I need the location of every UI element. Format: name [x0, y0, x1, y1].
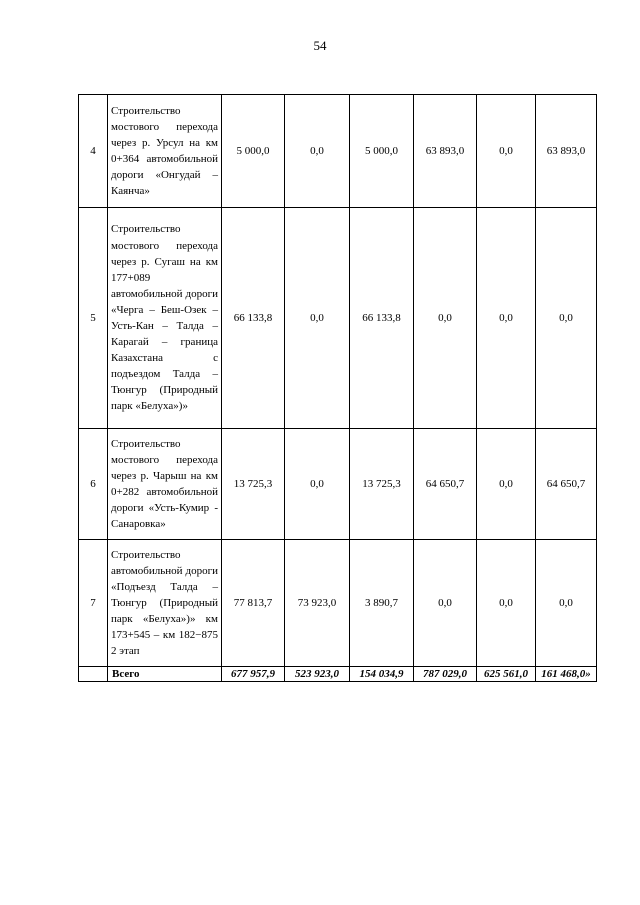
- value-cell: 0,0: [477, 95, 536, 208]
- value-cell: 66 133,8: [222, 208, 285, 429]
- total-value-cell: 787 029,0: [414, 667, 477, 682]
- table-row: [79, 429, 597, 540]
- value-cell: 0,0: [414, 540, 477, 667]
- value-cell: 13 725,3: [222, 429, 285, 540]
- row-description: Строительство автомобильной дороги «Подъезд Талда – Тюнгур (Природный парк «Белуха»)» км 173+545 – км 182−875 2 этап: [108, 540, 222, 667]
- value-cell: 5 000,0: [350, 95, 414, 208]
- row-description: Строительство мостового перехода через р. Сугаш на км 177+089 автомобильной дороги «Черга – Беш-Озек – Усть-Кан – Талда – Карагай – граница Казахстана с подъездом Талда – Тюнгур (Природный парк «Белуха»)»: [108, 208, 222, 429]
- total-value-cell: 161 468,0»: [536, 667, 597, 682]
- total-value-cell: 625 561,0: [477, 667, 536, 682]
- value-cell: 64 650,7: [536, 429, 597, 540]
- value-cell: 73 923,0: [285, 540, 350, 667]
- value-cell: 77 813,7: [222, 540, 285, 667]
- table-row: [79, 540, 597, 667]
- table-row: [79, 95, 597, 208]
- row-number: 4: [79, 95, 108, 208]
- value-cell: 0,0: [285, 208, 350, 429]
- value-cell: 3 890,7: [350, 540, 414, 667]
- total-value-cell: 154 034,9: [350, 667, 414, 682]
- value-cell: 0,0: [477, 540, 536, 667]
- value-cell: 64 650,7: [414, 429, 477, 540]
- value-cell: 13 725,3: [350, 429, 414, 540]
- row-description: Строительство мостового перехода через р. Урсул на км 0+364 автомобильной дороги «Онгудай – Каянча»: [108, 95, 222, 208]
- total-value-cell: 677 957,9: [222, 667, 285, 682]
- value-cell: 0,0: [477, 208, 536, 429]
- value-cell: 0,0: [477, 429, 536, 540]
- value-cell: 0,0: [285, 429, 350, 540]
- value-cell: 63 893,0: [414, 95, 477, 208]
- row-description: Строительство мостового перехода через р. Чарыш на км 0+282 автомобильной дороги «Усть-Кумир - Санаровка»: [108, 429, 222, 540]
- page-number: 54: [313, 38, 327, 53]
- row-number: 6: [79, 429, 108, 540]
- value-cell: 0,0: [414, 208, 477, 429]
- row-number: 5: [79, 208, 108, 429]
- budget-table: [78, 94, 597, 682]
- total-number-cell: [79, 667, 108, 682]
- value-cell: 63 893,0: [536, 95, 597, 208]
- value-cell: 5 000,0: [222, 95, 285, 208]
- value-cell: 0,0: [536, 208, 597, 429]
- total-row: [79, 667, 597, 682]
- value-cell: 66 133,8: [350, 208, 414, 429]
- value-cell: 0,0: [536, 540, 597, 667]
- total-value-cell: 523 923,0: [285, 667, 350, 682]
- row-number: 7: [79, 540, 108, 667]
- table-row: [79, 208, 597, 429]
- total-label: Всего: [108, 667, 222, 682]
- value-cell: 0,0: [285, 95, 350, 208]
